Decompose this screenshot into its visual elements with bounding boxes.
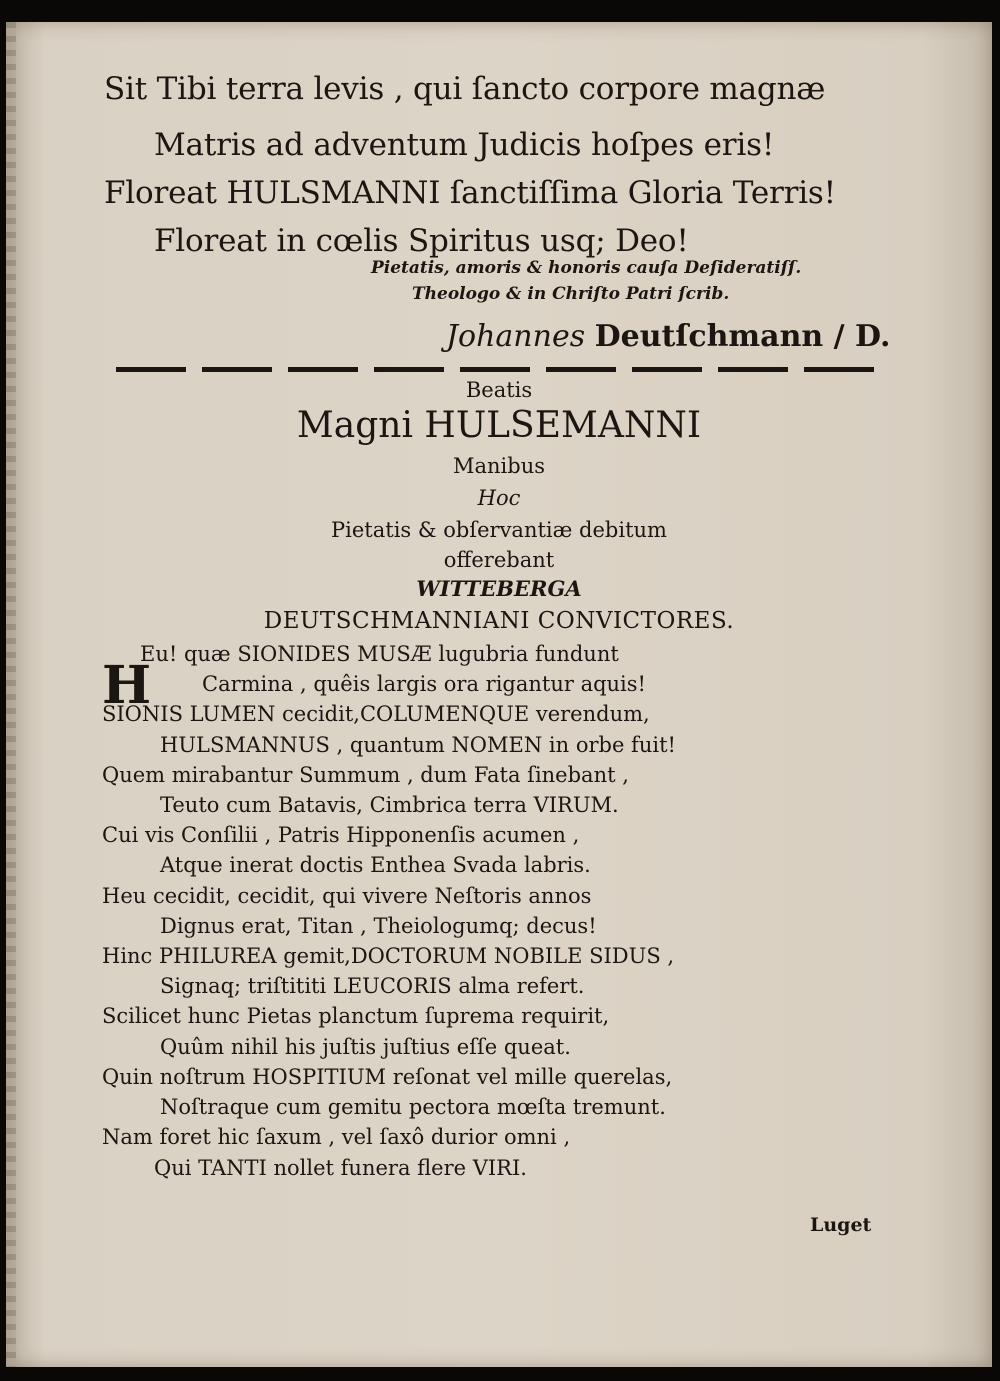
divider-rule — [116, 367, 886, 372]
poem-line-1: Eu! quæ SIONIDES MUSÆ lugubria fundunt — [140, 642, 619, 666]
dedication-line-1: Pietatis, amoris & honoris cauſa Deſideratiſſ. — [371, 258, 802, 278]
poem-line-16: Noſtraque cum gemitu pectora mœſta tremunt. — [160, 1095, 666, 1119]
poem-line-15: Quin noſtrum HOSPITIUM reſonat vel mille querelas, — [102, 1065, 673, 1089]
catchword: Luget — [810, 1214, 872, 1236]
heading-hoc: Hoc — [477, 486, 521, 510]
poem-line-11: Hinc PHILUREA gemit,DOCTORUM NOBILE SIDUS , — [102, 944, 675, 968]
document-page — [6, 22, 992, 1367]
poem-line-18: Qui TANTI nollet funera flere VIRI. — [154, 1156, 527, 1180]
dedication-line-2: Theologo & in Chriſto Patri ſcrib. — [412, 284, 730, 304]
poem-line-9: Heu cecidit, cecidit, qui vivere Neſtoris annos — [102, 884, 592, 908]
heading-pietatis: Pietatis & obſervantiæ debitum — [331, 518, 667, 542]
poem-line-13: Scilicet hunc Pietas planctum ſuprema requirit, — [102, 1004, 610, 1028]
poem-line-14: Quûm nihil his juſtis juſtius eſſe queat. — [160, 1035, 571, 1059]
poem-line-3: SIONIS LUMEN cecidit,COLUMENQUE verendum, — [102, 702, 650, 726]
heading-beatis: Beatis — [465, 378, 533, 402]
epitaph-line-2: Matris ad adventum Judicis hoſpes eris! — [154, 127, 775, 163]
heading-place: WITTEBERGA — [416, 576, 582, 601]
epitaph-line-3: Floreat HULSMANNI ſanctiſſima Gloria Terris! — [104, 175, 836, 211]
poem-dropcap: H — [102, 655, 152, 716]
poem-line-8: Atque inerat doctis Enthea Svada labris. — [160, 853, 591, 877]
heading-offerebant: offerebant — [443, 548, 555, 572]
heading-manibus: Manibus — [452, 454, 545, 478]
poem-line-6: Teuto cum Batavis, Cimbrica terra VIRUM. — [160, 793, 619, 817]
heading-convictores: DEUTSCHMANNIANI CONVICTORES. — [263, 608, 735, 634]
poem-line-10: Dignus erat, Titan , Theiologumq; decus! — [160, 914, 597, 938]
poem-line-7: Cui vis Conſilii , Patris Hipponenſis acumen , — [102, 823, 580, 847]
poem-line-4: HULSMANNUS , quantum NOMEN in orbe fuit! — [160, 733, 676, 757]
poem-line-12: Signaq; triſtititi LEUCORIS alma refert. — [160, 974, 585, 998]
epitaph-line-1: Sit Tibi terra levis , qui ſancto corpore magnæ — [104, 71, 826, 107]
epitaph-line-4: Floreat in cœlis Spiritus usq; Deo! — [154, 223, 689, 259]
poem-line-5: Quem mirabantur Summum , dum Fata ſinebant , — [102, 763, 629, 787]
poem-line-17: Nam foret hic ſaxum , vel ſaxô durior omni , — [102, 1125, 571, 1149]
signature-first-name: Johannes — [446, 319, 586, 354]
page-binding-edge — [6, 22, 16, 1367]
signature — [446, 319, 891, 354]
heading-name: Magni HULSEMANNI — [296, 405, 702, 446]
poem-line-2: Carmina , quêis largis ora rigantur aquis! — [202, 672, 646, 696]
signature-surname: Deutſchmann / D. — [594, 319, 891, 354]
